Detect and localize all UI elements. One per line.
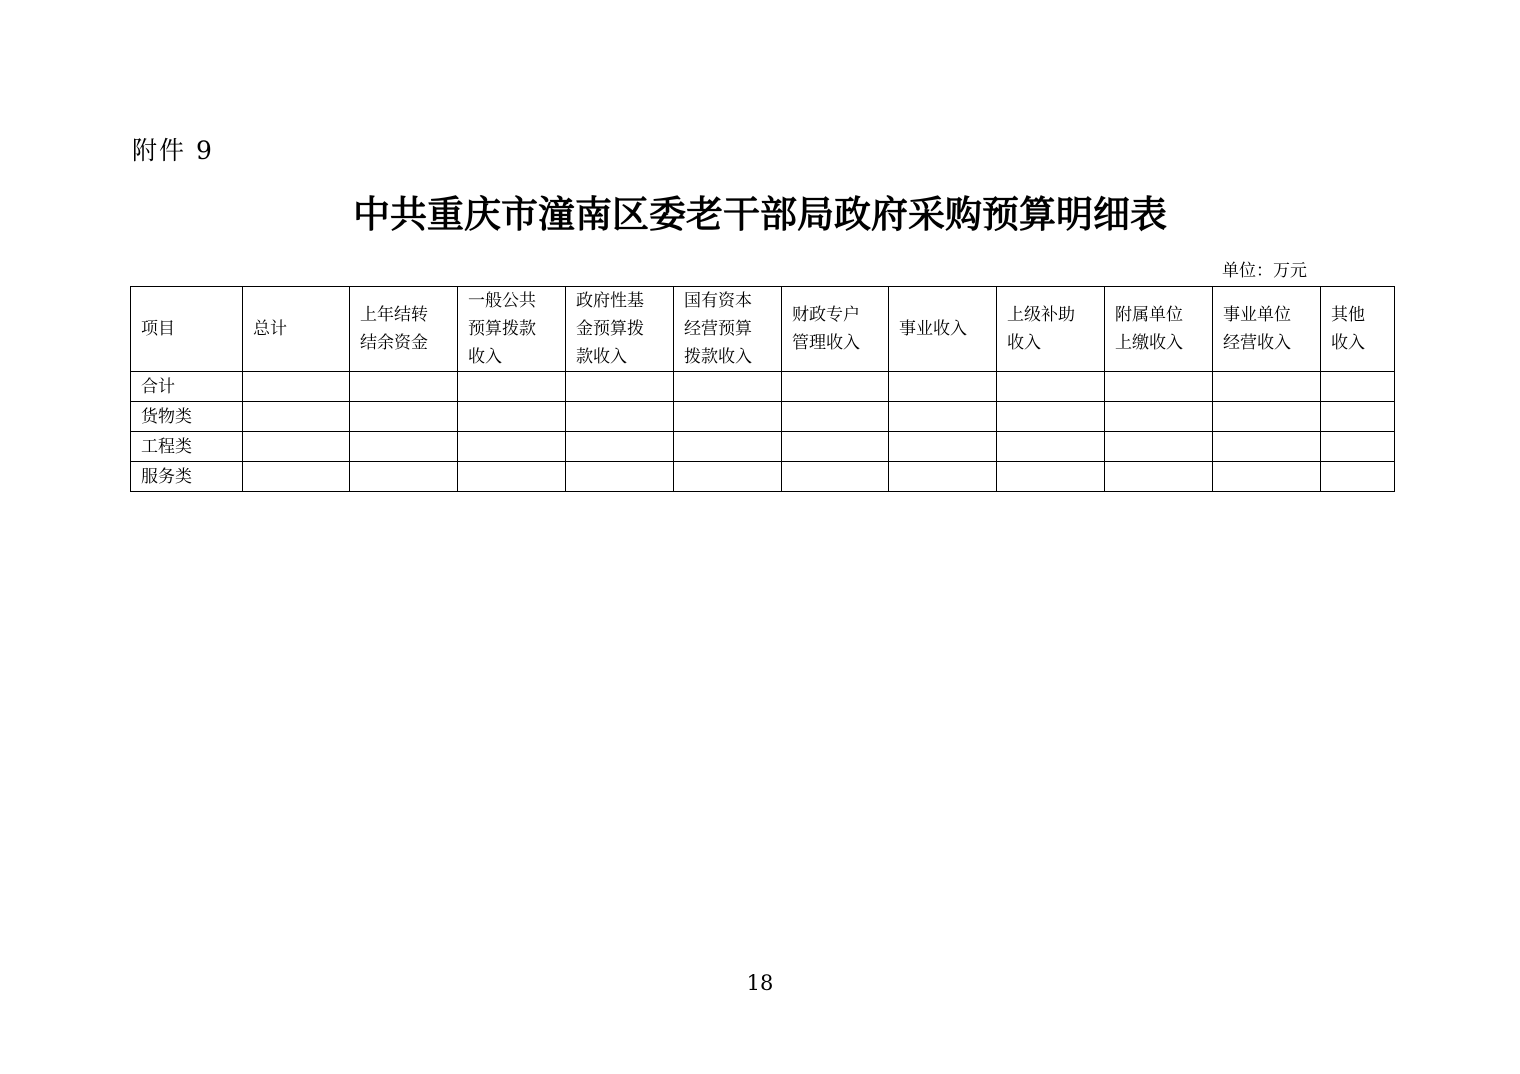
table-cell xyxy=(889,372,997,402)
row-label: 工程类 xyxy=(131,432,243,462)
table-cell xyxy=(1105,432,1213,462)
table-cell xyxy=(889,402,997,432)
table-cell xyxy=(1105,372,1213,402)
table-cell xyxy=(1213,372,1321,402)
table-cell xyxy=(458,462,566,492)
table-cell xyxy=(674,432,782,462)
table-cell xyxy=(350,462,458,492)
table-row xyxy=(131,432,1395,462)
table-row xyxy=(131,372,1395,402)
document-title: 中共重庆市潼南区委老干部局政府采购预算明细表 xyxy=(353,192,1167,236)
attachment-label: 附件 9 xyxy=(132,136,214,165)
table-cell xyxy=(889,432,997,462)
table-cell xyxy=(243,432,350,462)
header-prior-year-carryover: 上年结转 结余资金 xyxy=(350,287,458,372)
row-label: 服务类 xyxy=(131,462,243,492)
table-cell xyxy=(1213,432,1321,462)
table-cell xyxy=(243,462,350,492)
table-cell xyxy=(997,432,1105,462)
table-cell xyxy=(1321,462,1395,492)
header-fiscal-special-account: 财政专户 管理收入 xyxy=(782,287,889,372)
table-cell xyxy=(350,372,458,402)
table-cell xyxy=(350,432,458,462)
table-cell xyxy=(566,402,674,432)
table-row xyxy=(131,402,1395,432)
header-business-operating-income: 事业单位 经营收入 xyxy=(1213,287,1321,372)
table-cell xyxy=(997,372,1105,402)
table-cell xyxy=(243,372,350,402)
table-cell xyxy=(674,462,782,492)
table-cell xyxy=(674,372,782,402)
table-cell xyxy=(1321,432,1395,462)
table-cell xyxy=(566,372,674,402)
header-other-income: 其他 收入 xyxy=(1321,287,1395,372)
row-label: 货物类 xyxy=(131,402,243,432)
header-superior-subsidy: 上级补助 收入 xyxy=(997,287,1105,372)
table-cell xyxy=(566,462,674,492)
table-cell xyxy=(997,462,1105,492)
table-cell xyxy=(1213,402,1321,432)
table-cell xyxy=(674,402,782,432)
table-cell xyxy=(782,462,889,492)
table-cell xyxy=(1321,372,1395,402)
header-total: 总计 xyxy=(243,287,350,372)
row-label: 合计 xyxy=(131,372,243,402)
header-government-fund-budget: 政府性基 金预算拨 款收入 xyxy=(566,287,674,372)
table-cell xyxy=(782,372,889,402)
procurement-budget-table xyxy=(130,286,1395,492)
header-state-capital-budget: 国有资本 经营预算 拨款收入 xyxy=(674,287,782,372)
page-number: 18 xyxy=(746,971,774,995)
table-cell xyxy=(458,402,566,432)
table-cell xyxy=(1105,402,1213,432)
table-cell xyxy=(1213,462,1321,492)
header-business-income: 事业收入 xyxy=(889,287,997,372)
table-cell xyxy=(458,432,566,462)
table-cell xyxy=(458,372,566,402)
table-cell xyxy=(1321,402,1395,432)
unit-label: 单位：万元 xyxy=(1222,261,1307,281)
table-cell xyxy=(1105,462,1213,492)
table-cell xyxy=(782,402,889,432)
header-affiliated-unit-payment: 附属单位 上缴收入 xyxy=(1105,287,1213,372)
table-cell xyxy=(566,432,674,462)
header-item: 项目 xyxy=(131,287,243,372)
table-cell xyxy=(997,402,1105,432)
table-row xyxy=(131,462,1395,492)
header-general-public-budget: 一般公共 预算拨款 收入 xyxy=(458,287,566,372)
table-cell xyxy=(350,402,458,432)
table-cell xyxy=(243,402,350,432)
table-cell xyxy=(782,432,889,462)
table-header-row xyxy=(131,287,1395,372)
table-cell xyxy=(889,462,997,492)
